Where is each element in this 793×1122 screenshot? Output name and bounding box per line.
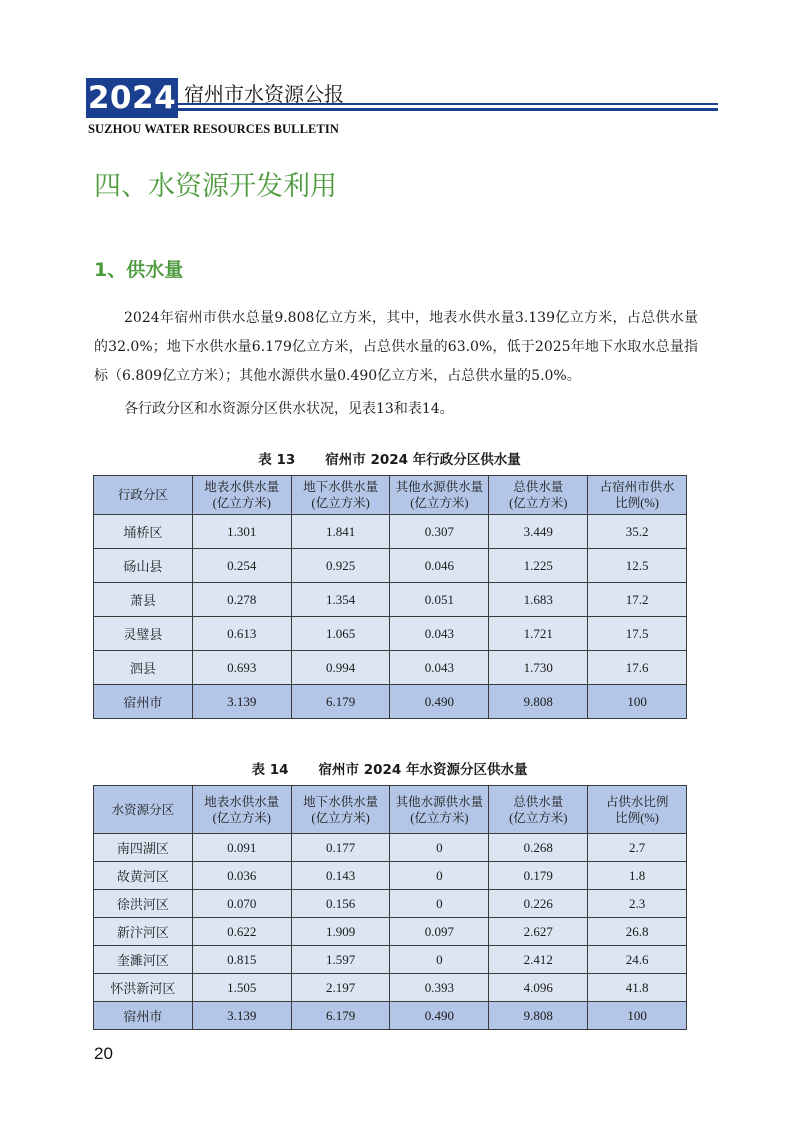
value-cell: 0.156 [291, 890, 390, 918]
value-cell: 0.994 [291, 651, 390, 685]
table-header-text: 总供水量 [513, 480, 564, 494]
table-total-row [94, 1002, 687, 1030]
table-header-cell [588, 786, 687, 834]
value-cell: 0.815 [192, 946, 291, 974]
total-label-cell: 宿州市 [94, 1002, 193, 1030]
value-cell: 0.254 [192, 549, 291, 583]
value-cell: 0.043 [390, 651, 489, 685]
table-header-text: 地下水供水量 [303, 794, 379, 809]
value-cell: 35.2 [588, 515, 687, 549]
value-cell: 0.070 [192, 890, 291, 918]
region-name-cell: 埇桥区 [94, 515, 193, 549]
value-cell: 0 [390, 862, 489, 890]
table-row [94, 946, 687, 974]
value-cell: 0.036 [192, 862, 291, 890]
table-header-text: 比例(%) [615, 496, 659, 510]
table-row [94, 918, 687, 946]
table-header-text: 占宿州市供水 [599, 480, 675, 494]
value-cell: 0.179 [489, 862, 588, 890]
value-cell: 1.065 [291, 617, 390, 651]
value-cell: 1.909 [291, 918, 390, 946]
table-header-text: (亿立方米) [311, 496, 370, 510]
table-header-text: 地表水供水量 [204, 480, 280, 494]
value-cell: 1.683 [489, 583, 588, 617]
value-cell: 17.2 [588, 583, 687, 617]
table-header-cell [390, 786, 489, 834]
value-cell: 0.693 [192, 651, 291, 685]
value-cell: 0.925 [291, 549, 390, 583]
table-header-text: 地下水供水量 [303, 480, 379, 494]
table-header-cell [192, 786, 291, 834]
value-cell: 1.354 [291, 583, 390, 617]
table-header-text: (亿立方米) [212, 810, 271, 825]
value-cell: 2.3 [588, 890, 687, 918]
value-cell: 1.505 [192, 974, 291, 1002]
value-cell: 2.627 [489, 918, 588, 946]
table-header-cell [489, 786, 588, 834]
table-header-text: (亿立方米) [509, 810, 568, 825]
value-cell: 0.091 [192, 834, 291, 862]
table-header-row [94, 786, 687, 834]
region-name-cell: 徐洪河区 [94, 890, 193, 918]
table-row [94, 974, 687, 1002]
table-header-text: 其他水源供水量 [395, 794, 484, 809]
table-row [94, 651, 687, 685]
table13-title: 宿州市 2024 年行政分区供水量 [325, 452, 521, 468]
region-name-cell: 怀洪新河区 [94, 974, 193, 1002]
value-cell: 0.143 [291, 862, 390, 890]
table-header-cell [291, 476, 390, 515]
region-name-cell: 新汴河区 [94, 918, 193, 946]
total-value-cell: 100 [588, 1002, 687, 1030]
total-label-cell: 宿州市 [94, 685, 193, 719]
table-row [94, 862, 687, 890]
header-divider-thin [178, 103, 718, 105]
region-name-cell: 砀山县 [94, 549, 193, 583]
table14-title: 宿州市 2024 年水资源分区供水量 [318, 762, 528, 778]
value-cell: 4.096 [489, 974, 588, 1002]
table-row [94, 549, 687, 583]
region-name-cell: 泗县 [94, 651, 193, 685]
value-cell: 41.8 [588, 974, 687, 1002]
subsection-title: 1、供水量 [94, 259, 184, 281]
total-value-cell: 9.808 [489, 1002, 588, 1030]
region-name-cell: 南四湖区 [94, 834, 193, 862]
paragraph-table-reference: 各行政分区和水资源分区供水状况，见表13和表14。 [124, 401, 454, 417]
total-value-cell: 6.179 [291, 1002, 390, 1030]
total-value-cell: 0.490 [390, 685, 489, 719]
value-cell: 2.197 [291, 974, 390, 1002]
table-header-text: 比例(%) [615, 810, 659, 825]
header-divider-thick [178, 108, 718, 111]
table-header-text: (亿立方米) [311, 810, 370, 825]
table-header-text: 其他水源供水量 [395, 480, 484, 494]
value-cell: 3.449 [489, 515, 588, 549]
table13-number: 表 13 [258, 452, 296, 468]
table-total-row [94, 685, 687, 719]
value-cell: 12.5 [588, 549, 687, 583]
page-number: 20 [94, 1044, 113, 1063]
table-header-cell [390, 476, 489, 515]
value-cell: 0.613 [192, 617, 291, 651]
value-cell: 1.8 [588, 862, 687, 890]
total-value-cell: 3.139 [192, 685, 291, 719]
region-name-cell: 萧县 [94, 583, 193, 617]
value-cell: 0.307 [390, 515, 489, 549]
table-row [94, 617, 687, 651]
table-header-cell [94, 786, 193, 834]
value-cell: 0 [390, 890, 489, 918]
value-cell: 17.5 [588, 617, 687, 651]
table-header-cell [489, 476, 588, 515]
total-value-cell: 6.179 [291, 685, 390, 719]
table14-caption [93, 758, 686, 778]
value-cell: 1.225 [489, 549, 588, 583]
value-cell: 0.268 [489, 834, 588, 862]
table13-caption [93, 448, 686, 468]
table-header-text: (亿立方米) [509, 496, 568, 510]
value-cell: 17.6 [588, 651, 687, 685]
value-cell: 24.6 [588, 946, 687, 974]
table-header-cell [588, 476, 687, 515]
table-header-cell [94, 476, 193, 515]
table13-admin-district-supply [93, 475, 687, 719]
value-cell: 1.841 [291, 515, 390, 549]
value-cell: 0 [390, 946, 489, 974]
table-row [94, 515, 687, 549]
value-cell: 0.046 [390, 549, 489, 583]
table-header-text: 占供水比例 [605, 794, 669, 809]
table-header-text: 水资源分区 [111, 802, 175, 817]
table-header-row [94, 476, 687, 515]
value-cell: 0 [390, 834, 489, 862]
table-row [94, 834, 687, 862]
value-cell: 0.051 [390, 583, 489, 617]
table14-water-resource-zone-supply [93, 785, 687, 1030]
bulletin-subtitle: SUZHOU WATER RESOURCES BULLETIN [88, 122, 339, 136]
value-cell: 0.226 [489, 890, 588, 918]
paragraph-supply-summary: 2024年宿州市供水总量9.808亿立方米，其中，地表水供水量3.139亿立方米，占总供水量的32.0%；地下水供水量6.179亿立方米，占总供水量的63.0%，低于2025年地下水取水总量指标（6.809亿立方米）；其他水源供水量0.490亿立方米，占总供水量的5.0%。 [94, 310, 698, 384]
value-cell: 26.8 [588, 918, 687, 946]
table-row [94, 890, 687, 918]
region-name-cell: 奎濉河区 [94, 946, 193, 974]
value-cell: 0.622 [192, 918, 291, 946]
value-cell: 0.278 [192, 583, 291, 617]
table-header-cell [192, 476, 291, 515]
section-title: 四、水资源开发利用 [94, 171, 337, 202]
table-header-text: 行政分区 [117, 488, 168, 502]
value-cell: 2.7 [588, 834, 687, 862]
table-row [94, 583, 687, 617]
value-cell: 0.393 [390, 974, 489, 1002]
total-value-cell: 0.490 [390, 1002, 489, 1030]
value-cell: 0.097 [390, 918, 489, 946]
total-value-cell: 100 [588, 685, 687, 719]
total-value-cell: 3.139 [192, 1002, 291, 1030]
value-cell: 2.412 [489, 946, 588, 974]
table14-number: 表 14 [251, 762, 289, 778]
bulletin-title: 宿州市水资源公报 [184, 82, 344, 106]
table-header-text: (亿立方米) [212, 496, 271, 510]
table-header-text: (亿立方米) [410, 496, 469, 510]
table-header-cell [291, 786, 390, 834]
value-cell: 0.177 [291, 834, 390, 862]
table-header-text: (亿立方米) [410, 810, 469, 825]
value-cell: 1.597 [291, 946, 390, 974]
table-header-text: 地表水供水量 [204, 794, 280, 809]
bulletin-year-badge: 2024 [87, 80, 177, 116]
table-header-text: 总供水量 [513, 794, 564, 809]
value-cell: 1.301 [192, 515, 291, 549]
value-cell: 0.043 [390, 617, 489, 651]
value-cell: 1.721 [489, 617, 588, 651]
region-name-cell: 故黄河区 [94, 862, 193, 890]
total-value-cell: 9.808 [489, 685, 588, 719]
region-name-cell: 灵璧县 [94, 617, 193, 651]
value-cell: 1.730 [489, 651, 588, 685]
